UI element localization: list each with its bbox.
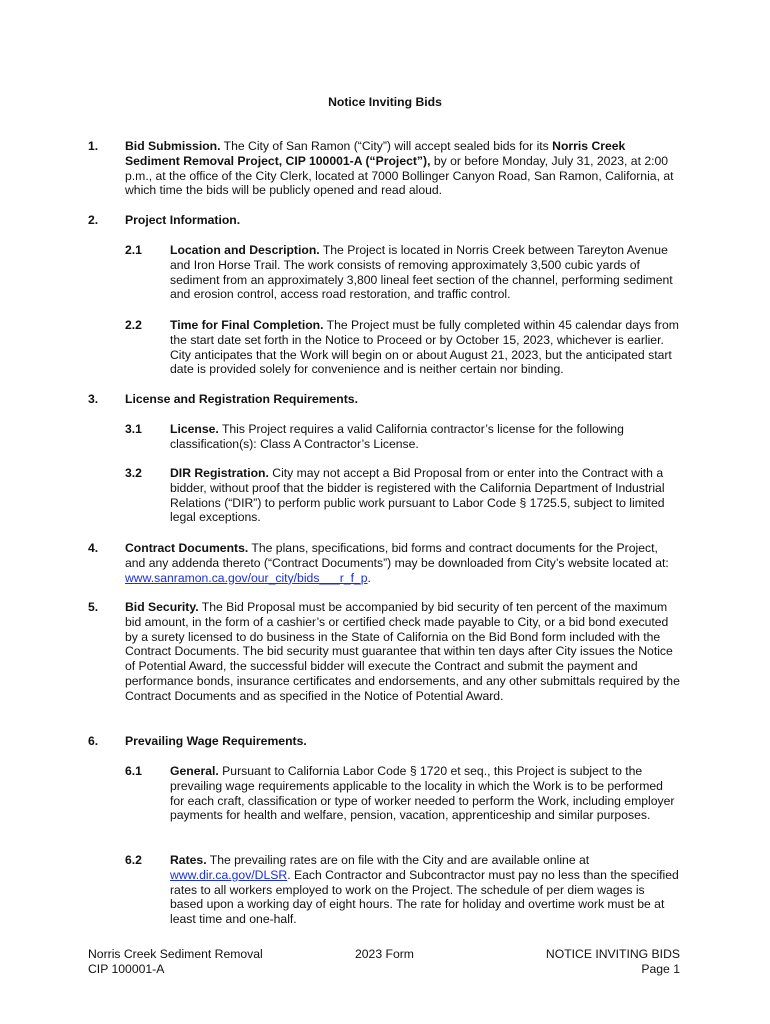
subsection-number: 6.1 [125,764,142,778]
footer-right [546,947,680,977]
section-heading: Bid Submission. [125,139,221,153]
subsection-body [170,466,680,525]
section-number: 5. [88,600,99,614]
subsection-body [170,853,680,927]
subsection-text: City may not accept a Bid Proposal from or enter into the Contract with a bidder, without proof that the bidder is registered with the California Department of Industrial Relations (“DIR”) to perform public work pursuant to Labor Code § 1725.5, subject to limited legal exceptions. [170,466,665,525]
subsection-number: 3.2 [125,466,142,480]
section-text: . [367,570,371,585]
subsection-text: The prevailing rates are on file with the City and are available online at [206,853,590,867]
subsection-text: The Project must be fully completed within 45 calendar days from the start date set forth in the Notice to Proceed or by October 15, 2023, whichever is earlier. City anticipates that the Work will begin on or about August 21, 2023, but the anticipated start date is provided solely for convenience and is neither certain nor binding. [170,318,679,377]
subsection-heading: DIR Registration. [170,466,269,480]
subsection-text: . Each Contractor and Subcontractor must pay no less than the specified rates to all workers employed to work on the Project. The schedule of per diem wages is based upon a working day of eight hours. The rate for holiday and overtime work must be at least time and one-half. [170,867,679,927]
section-heading-text: Prevailing Wage Requirements. [125,734,307,748]
subsection-text: The Project is located in Norris Creek between Tareyton Avenue and Iron Horse Trail. The work consists of removing approximately 3,500 cubic yards of sediment from an approximately 3,800 lineal feet section of the channel, performing sediment and erosion control, access road restoration, and traffic control. [170,243,673,302]
section-number: 1. [88,139,99,153]
footer-left [88,947,263,977]
section-number: 3. [88,392,99,406]
subsection-text: This Project requires a valid California contractor’s license for the following classification(s): Class A Contractor’s License. [170,422,624,451]
subsection-heading: Rates. [170,853,207,867]
section-text: The City of San Ramon (“City”) will accept sealed bids for its [220,139,553,153]
subsection-number: 3.1 [125,422,142,436]
section-body [125,139,680,198]
document-title: Notice Inviting Bids [328,95,442,109]
section-heading: Bid Security. [125,600,199,614]
section-heading-text: License and Registration Requirements. [125,392,358,406]
subsection-number: 6.2 [125,853,142,867]
subsection-heading: Location and Description. [170,243,320,257]
subsection-text: Pursuant to California Labor Code § 1720 et seq., this Project is subject to the prevailing wage requirements applicable to the locality in which the Work is to be performed for each craft, classification or type of worker needed to perform the Work, including employer payments for health and welfare, pension, vacation, apprenticeship and similar purposes. [170,764,675,823]
subsection-body [170,318,680,377]
section-heading: Contract Documents. [125,541,249,555]
subsection-body [170,422,680,452]
subsection-heading: Time for Final Completion. [170,318,324,332]
section-body [125,541,680,585]
footer-document-title: NOTICE INVITING BIDS [545,947,680,961]
contract-documents-link[interactable]: www.sanramon.ca.gov/our_city/bids___r_f_p [125,570,368,585]
subsection-body [170,243,680,302]
subsection-number: 2.2 [125,318,142,332]
section-number: 4. [88,541,99,555]
subsection-body [170,764,680,823]
section-heading [125,734,680,749]
subsection-number: 2.1 [125,243,142,257]
project-name: Norris Creek Sediment Removal Project, CIP 100001-A (“Project”), [125,139,626,168]
section-text: The Bid Proposal must be accompanied by bid security of ten percent of the maximum bid amount, in the form of a cashier’s or certified check made payable to City, or a bid bond executed by a surety licensed to do business in the State of California on the Bid Bond form included with the Contract Documents. The bid security must guarantee that within ten days after City issues the Notice of Potential Award, the successful bidder will execute the Contract and submit the payment and performance bonds, insurance certificates and endorsements, and any other submittals required by the Contract Documents and as specified in the Notice of Potential Award. [125,600,680,703]
section-body [125,600,680,704]
subsection-heading: General. [170,764,219,778]
section-number: 2. [88,213,99,227]
section-text: by or before Monday, July 31, 2023, at 2:00 p.m., at the office of the City Clerk, located at 7000 Bollinger Canyon Road, San Ramon, California, at which time the bids will be publicly opened and read aloud. [125,153,674,198]
dir-rates-link[interactable]: www.dir.ca.gov/DLSR [170,867,288,882]
section-heading [125,392,680,407]
section-heading [125,213,680,228]
footer-project-name: Norris Creek Sediment Removal [88,947,263,961]
subsection-heading: License. [170,422,219,436]
footer-form-year: 2023 Form [355,947,414,961]
section-heading-text: Project Information. [125,213,241,227]
section-number: 6. [88,734,99,748]
footer-project-number: CIP 100001-A [88,962,165,976]
footer-page-number: Page 1 [641,962,680,976]
section-text: The plans, specifications, bid forms and contract documents for the Project, and any addenda thereto (“Contract Documents”) may be downloaded from City’s website located at: [125,541,669,570]
